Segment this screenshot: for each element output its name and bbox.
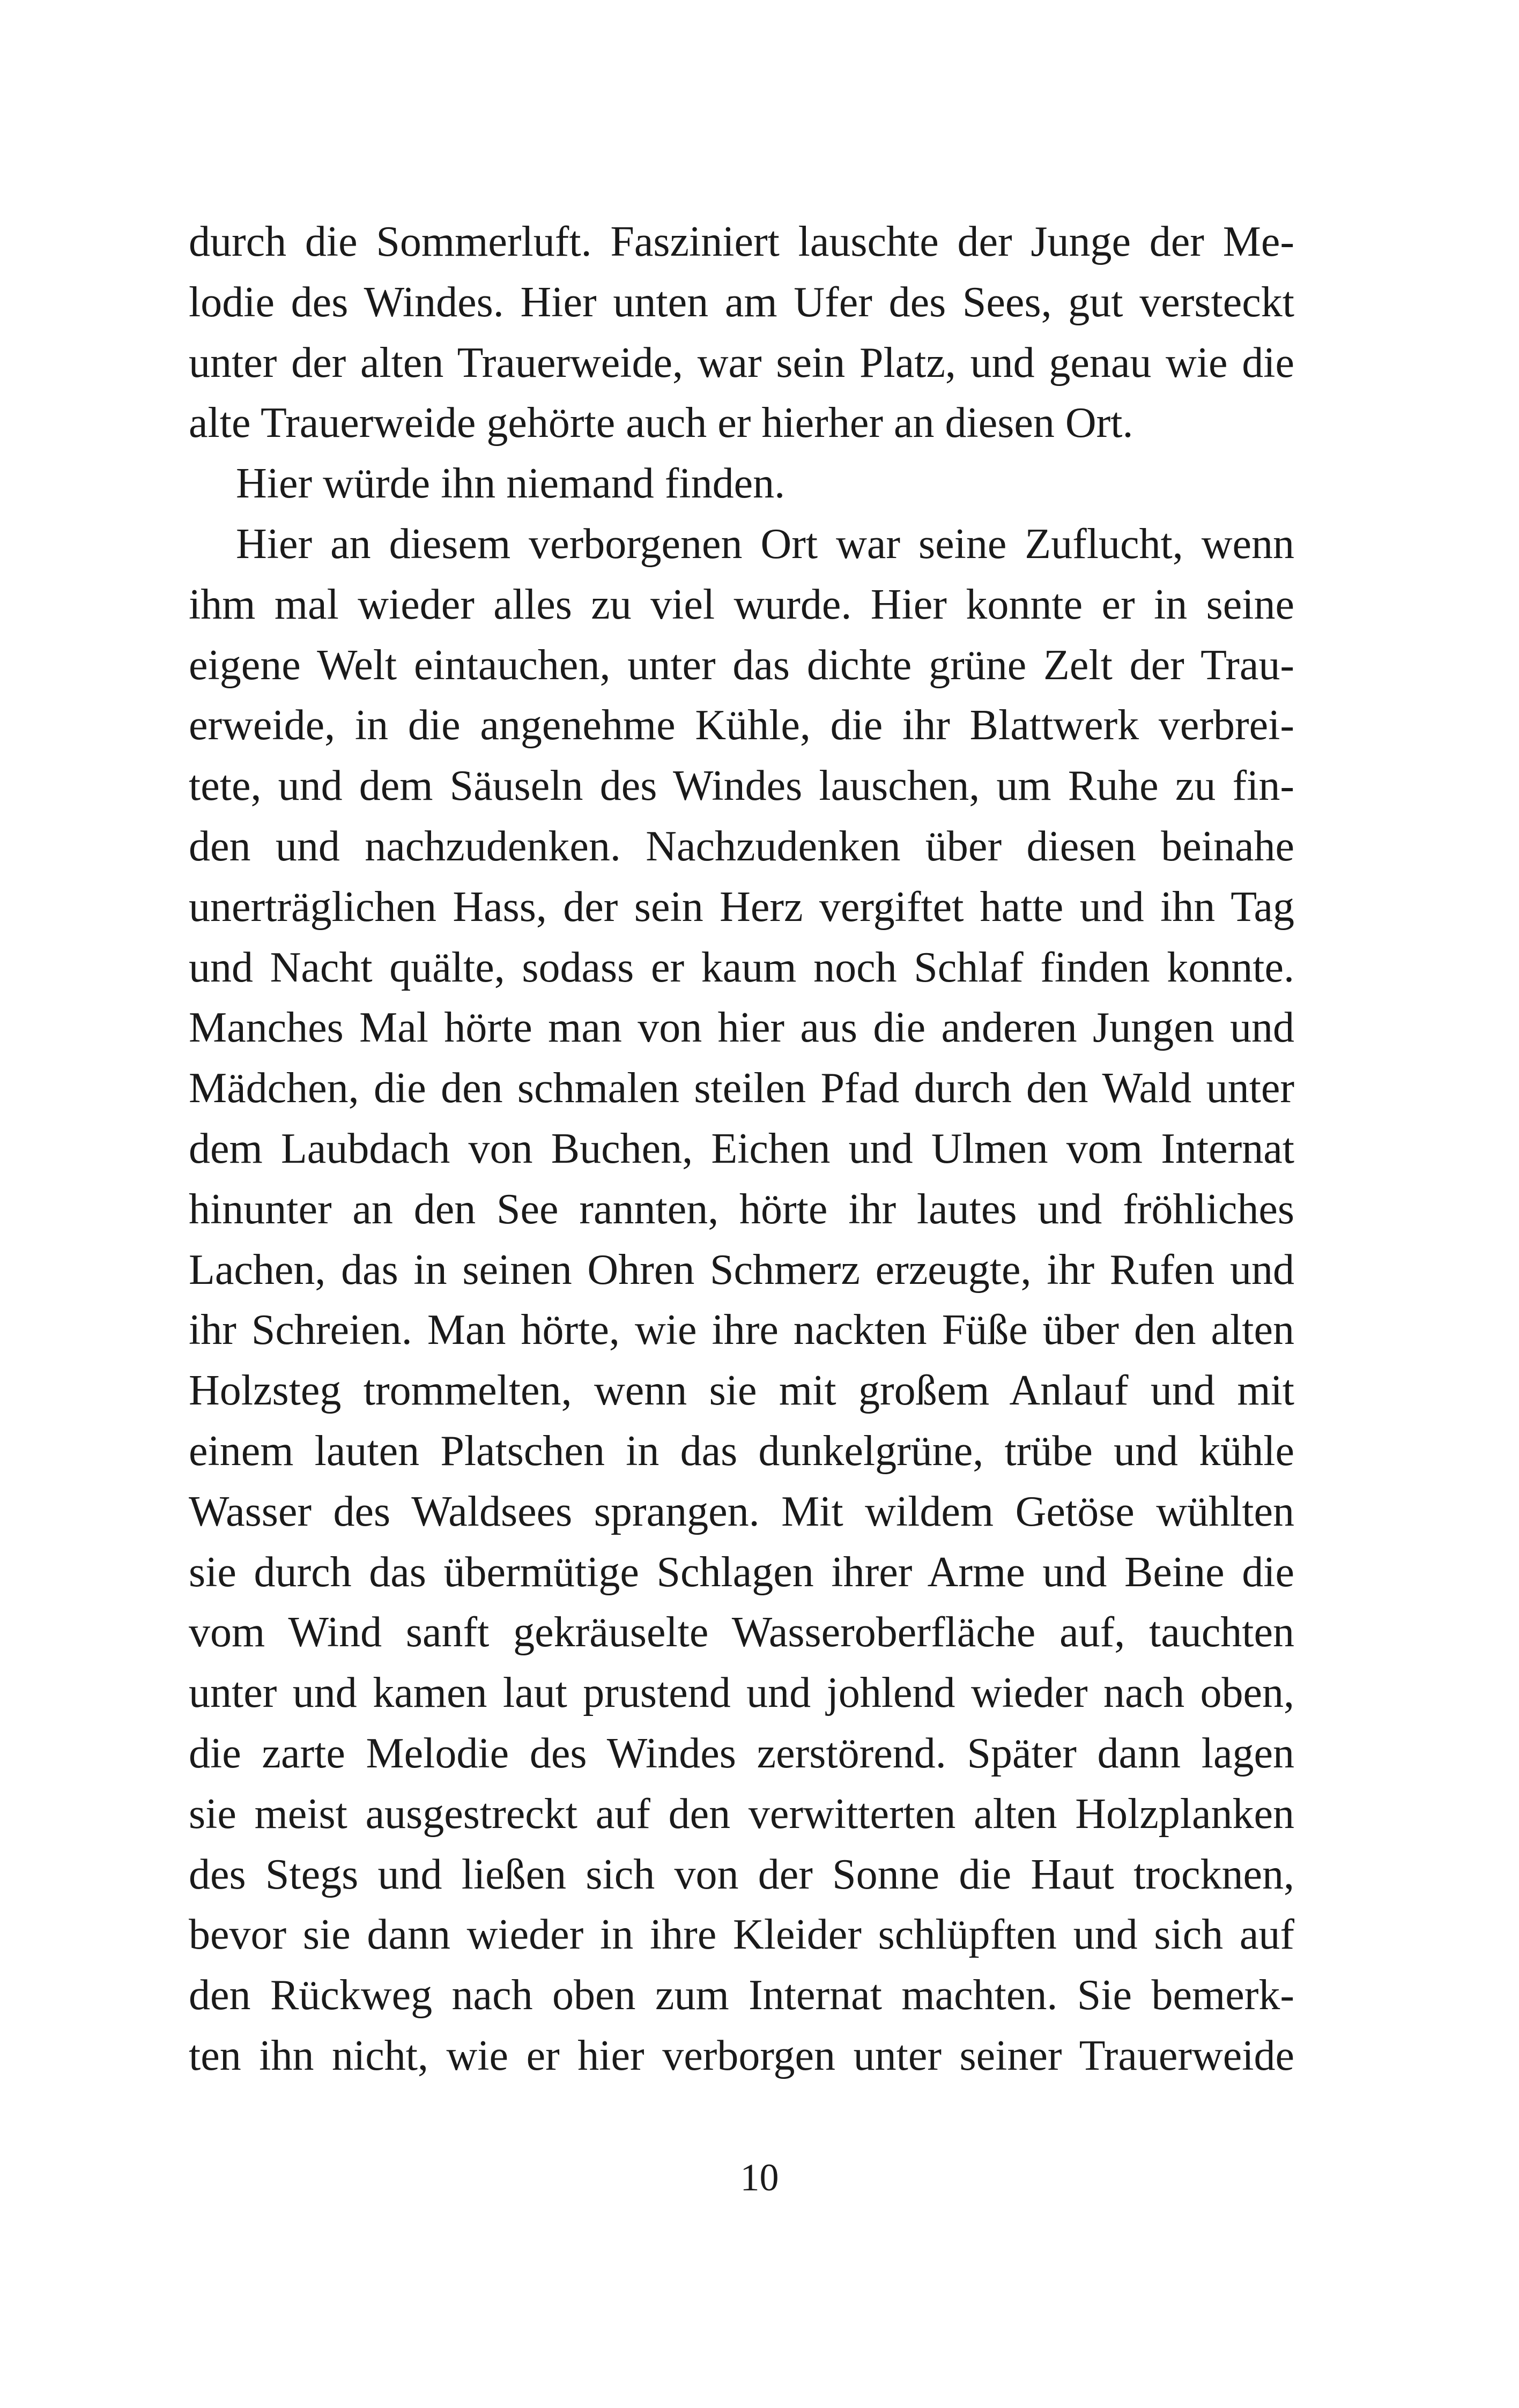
text-line: die zarte Melodie des Windes zerstörend. Später dann lagen: [189, 1729, 1294, 1777]
text-line: Hier würde ihn niemand finden.: [236, 460, 786, 508]
text-line: Wasser des Waldsees sprangen. Mit wildem Getöse wühlten: [189, 1488, 1294, 1535]
text-line: den und nachzudenken. Nachzudenken über diesen beinahe: [189, 822, 1294, 870]
text-line: vom Wind sanft gekräuselte Wasseroberfläche auf, tauchten: [189, 1609, 1294, 1656]
text-line: unter und kamen laut prustend und johlend wieder nach oben,: [189, 1669, 1294, 1717]
text-line: des Stegs und ließen sich von der Sonne die Haut trocknen,: [189, 1850, 1294, 1898]
text-line: sie durch das übermütige Schlagen ihrer Arme und Beine die: [189, 1548, 1294, 1596]
text-line: Manches Mal hörte man von hier aus die anderen Jungen und: [189, 1004, 1294, 1052]
text-line: unter der alten Trauerweide, war sein Platz, und genau wie die: [189, 339, 1294, 387]
text-line: dem Laubdach von Buchen, Eichen und Ulmen vom Internat: [189, 1125, 1294, 1172]
text-line: lodie des Windes. Hier unten am Ufer des Sees, gut versteckt: [189, 278, 1294, 326]
text-line: bevor sie dann wieder in ihre Kleider schlüpften und sich auf: [189, 1911, 1294, 1959]
text-line: hinunter an den See rannten, hörte ihr lautes und fröhliches: [189, 1185, 1294, 1233]
text-line: ihm mal wieder alles zu viel wurde. Hier konnte er in seine: [189, 581, 1294, 628]
text-line: Mädchen, die den schmalen steilen Pfad durch den Wald unter: [189, 1065, 1294, 1112]
text-line: erweide, in die angenehme Kühle, die ihr Blattwerk verbrei-: [189, 702, 1294, 749]
book-page-text: [189, 212, 1294, 2086]
text-line: eigene Welt eintauchen, unter das dichte grüne Zelt der Trau-: [189, 641, 1294, 689]
text-line: ihr Schreien. Man hörte, wie ihre nackten Füße über den alten: [189, 1306, 1294, 1354]
text-line: durch die Sommerluft. Fasziniert lauschte der Junge der Me-: [189, 218, 1294, 265]
text-line: alte Trauerweide gehörte auch er hierher an diesen Ort.: [189, 399, 1133, 447]
text-line: Lachen, das in seinen Ohren Schmerz erzeugte, ihr Rufen und: [189, 1246, 1294, 1294]
text-line: ten ihn nicht, wie er hier verborgen unter seiner Trauerweide: [189, 2032, 1294, 2079]
text-line: Holzsteg trommelten, wenn sie mit großem Anlauf und mit: [189, 1367, 1294, 1415]
text-line: sie meist ausgestreckt auf den verwitterten alten Holzplanken: [189, 1790, 1294, 1838]
page-number: 10: [740, 2156, 779, 2199]
text-line: einem lauten Platschen in das dunkelgrüne, trübe und kühle: [189, 1427, 1294, 1475]
text-line: Hier an diesem verborgenen Ort war seine Zuflucht, wenn: [236, 520, 1294, 568]
text-line: den Rückweg nach oben zum Internat machten. Sie bemerk-: [189, 1972, 1294, 2019]
text-line: tete, und dem Säuseln des Windes lauschen, um Ruhe zu fin-: [189, 762, 1294, 810]
text-line: und Nacht quälte, sodass er kaum noch Schlaf finden konnte.: [189, 943, 1294, 991]
text-line: unerträglichen Hass, der sein Herz vergiftet hatte und ihn Tag: [189, 883, 1294, 931]
